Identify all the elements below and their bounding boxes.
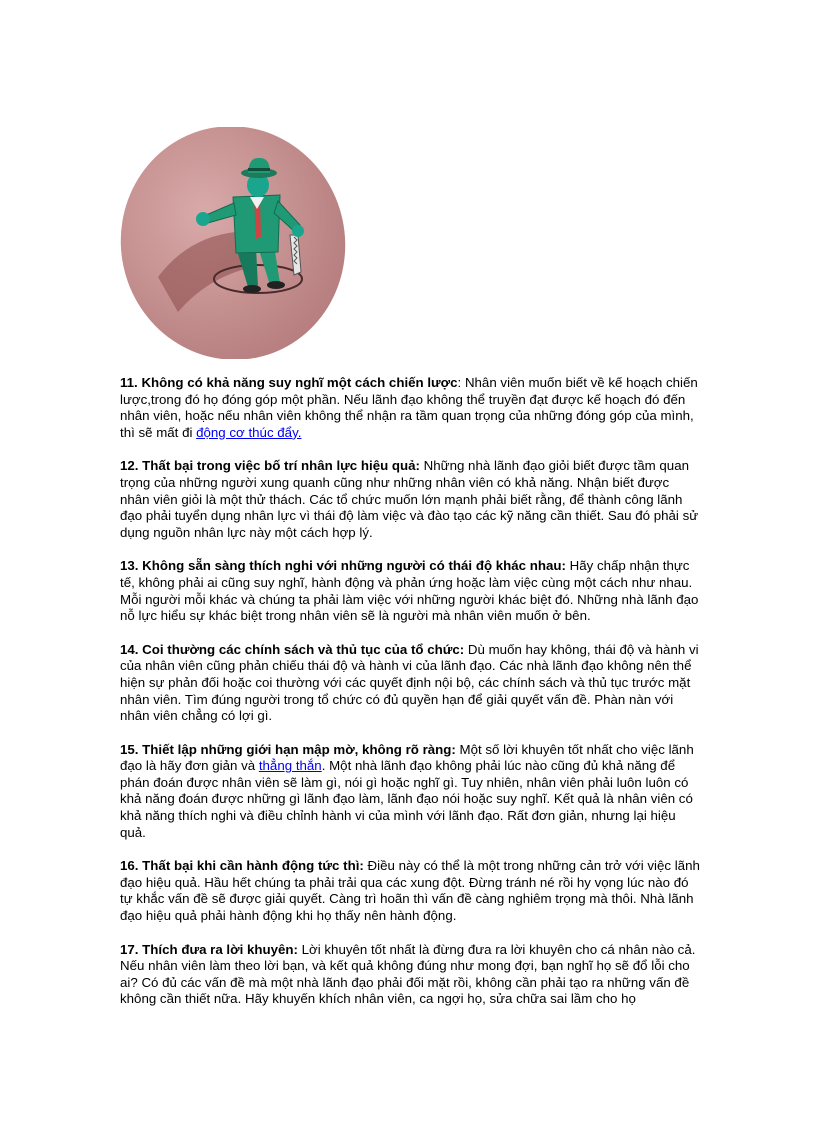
- section-text: Nhân viên muốn biết về kế hoạch chiến lược,trong đó họ đóng góp một phần. Nếu lãnh đạo không thể truyền đạt được kế hoạch đó đến nhân viên, hoặc nếu nhân viên không thể nhận ra tầm quan trọng của những đóng góp của mình, thì sẽ mất đi: [120, 375, 698, 440]
- section-heading: 17. Thích đưa ra lời khuyên:: [120, 941, 298, 957]
- section-text-tail: . Một nhà lãnh đạo không phải lúc nào cũng đủ khả năng để phán đoán được nhân viên sẽ làm gì, nói gì hoặc nghĩ gì. Tuy nhiên, nhân viên phải luôn luôn có khả năng đoán được những gì lãnh đạo làm, lãnh đạo nói hoặc suy nghĩ. Kết quả là nhân viên có khả năng thích nghi và điều chỉnh hành vi của mình với lãnh đạo. Rất đơn giản, nhưng lại hiệu quả.: [120, 758, 693, 840]
- section-heading: 16. Thất bại khi cần hành động tức thì:: [120, 858, 364, 874]
- section-heading: 14. Coi thường các chính sách và thủ tục của tổ chức:: [120, 641, 465, 657]
- link-dong-co-thuc-day[interactable]: động cơ thúc đẩy.: [196, 424, 302, 440]
- section-text: Hãy chấp nhận thực tế, không phải ai cũng suy nghĩ, hành động và phản ứng hoặc làm việc cùng một cách như nhau. Mỗi người mỗi khác và chúng ta phải làm việc với những người khác biệt đó. Những nhà lãnh đạo nỗ lực hiểu sự khác biệt trong nhân viên sẽ là người mà nhân viên muốn ở bên.: [120, 558, 699, 624]
- section-text: Những nhà lãnh đạo giỏi biết được tầm quan trọng của những người xung quanh cũng như những nhân viên có khả năng. Nhận biết được nhân viên giỏi là một thử thách. Các tổ chức muốn lớn mạnh phải biết rằng, để thành công lãnh đạo phải tuyển dụng nhân lực vì thái độ làm việc và đào tạo các kỹ năng cần thiết. Sau đó phải sử dụng nguồn nhân lực này một cách hợp lý.: [120, 458, 699, 540]
- section-12: [120, 458, 702, 541]
- section-11: [120, 375, 702, 441]
- businessman-sawing-hole-icon: [118, 127, 358, 359]
- section-15: [120, 742, 702, 842]
- section-text: Một số lời khuyên tốt nhất cho việc lãnh đạo là hãy đơn giản và: [120, 741, 694, 774]
- section-13: [120, 558, 702, 624]
- section-heading: 13. Không sẵn sàng thích nghi với những người có thái độ khác nhau:: [120, 558, 566, 574]
- section-heading: 12. Thất bại trong việc bố trí nhân lực hiệu quả:: [120, 458, 420, 474]
- section-text: Lời khuyên tốt nhất là đừng đưa ra lời khuyên cho cá nhân nào cả. Nếu nhân viên làm theo lời bạn, và kết quả không đúng như mong đợi, bạn nghĩ họ sẽ đổ lỗi cho ai? Có đủ các vấn đề mà một nhà lãnh đạo phải đối mặt rồi, không cần phải tạo ra những vấn đề không cần thiết nữa. Hãy khuyến khích nhân viên, ca ngợi họ, sửa chữa sai lầm cho họ: [120, 941, 696, 1007]
- section-heading: 11. Không có khả năng suy nghĩ một cách chiến lược: [120, 375, 458, 390]
- section-14: [120, 642, 702, 725]
- section-text: Dù muốn hay không, thái độ và hành vi của nhân viên cũng phản chiếu thái độ và hành vi của lãnh đạo. Các nhà lãnh đạo không nên thể hiện sự phản đối hoặc coi thường với các quyết định nội bộ, các chính sách và thủ tục trước mặt nhân viên. Tìm đúng người trong tổ chức có đủ quyền hạn để giải quyết vấn đề. Phàn nàn với nhân viên chẳng có lợi gì.: [120, 641, 699, 724]
- document-body: [120, 375, 702, 1025]
- section-16: [120, 858, 702, 924]
- section-heading-sep: :: [457, 375, 465, 390]
- section-17: [120, 942, 702, 1008]
- section-text: Điều này có thể là một trong những cản trở với việc lãnh đạo hiệu quả. Hầu hết chúng ta phải trải qua các xung đột. Đừng tránh né rồi hy vọng lúc nào đó tự khắc vấn đề sẽ được giải quyết. Càng trì hoãn thì vấn đề càng nghiêm trọng mà thôi. Nhà lãnh đạo hiệu quả phải hành động khi họ thấy nên hành động.: [120, 858, 700, 924]
- link-thang-than[interactable]: thẳng thắn: [258, 758, 322, 774]
- section-heading: 15. Thiết lập những giới hạn mập mờ, không rõ ràng:: [120, 741, 456, 757]
